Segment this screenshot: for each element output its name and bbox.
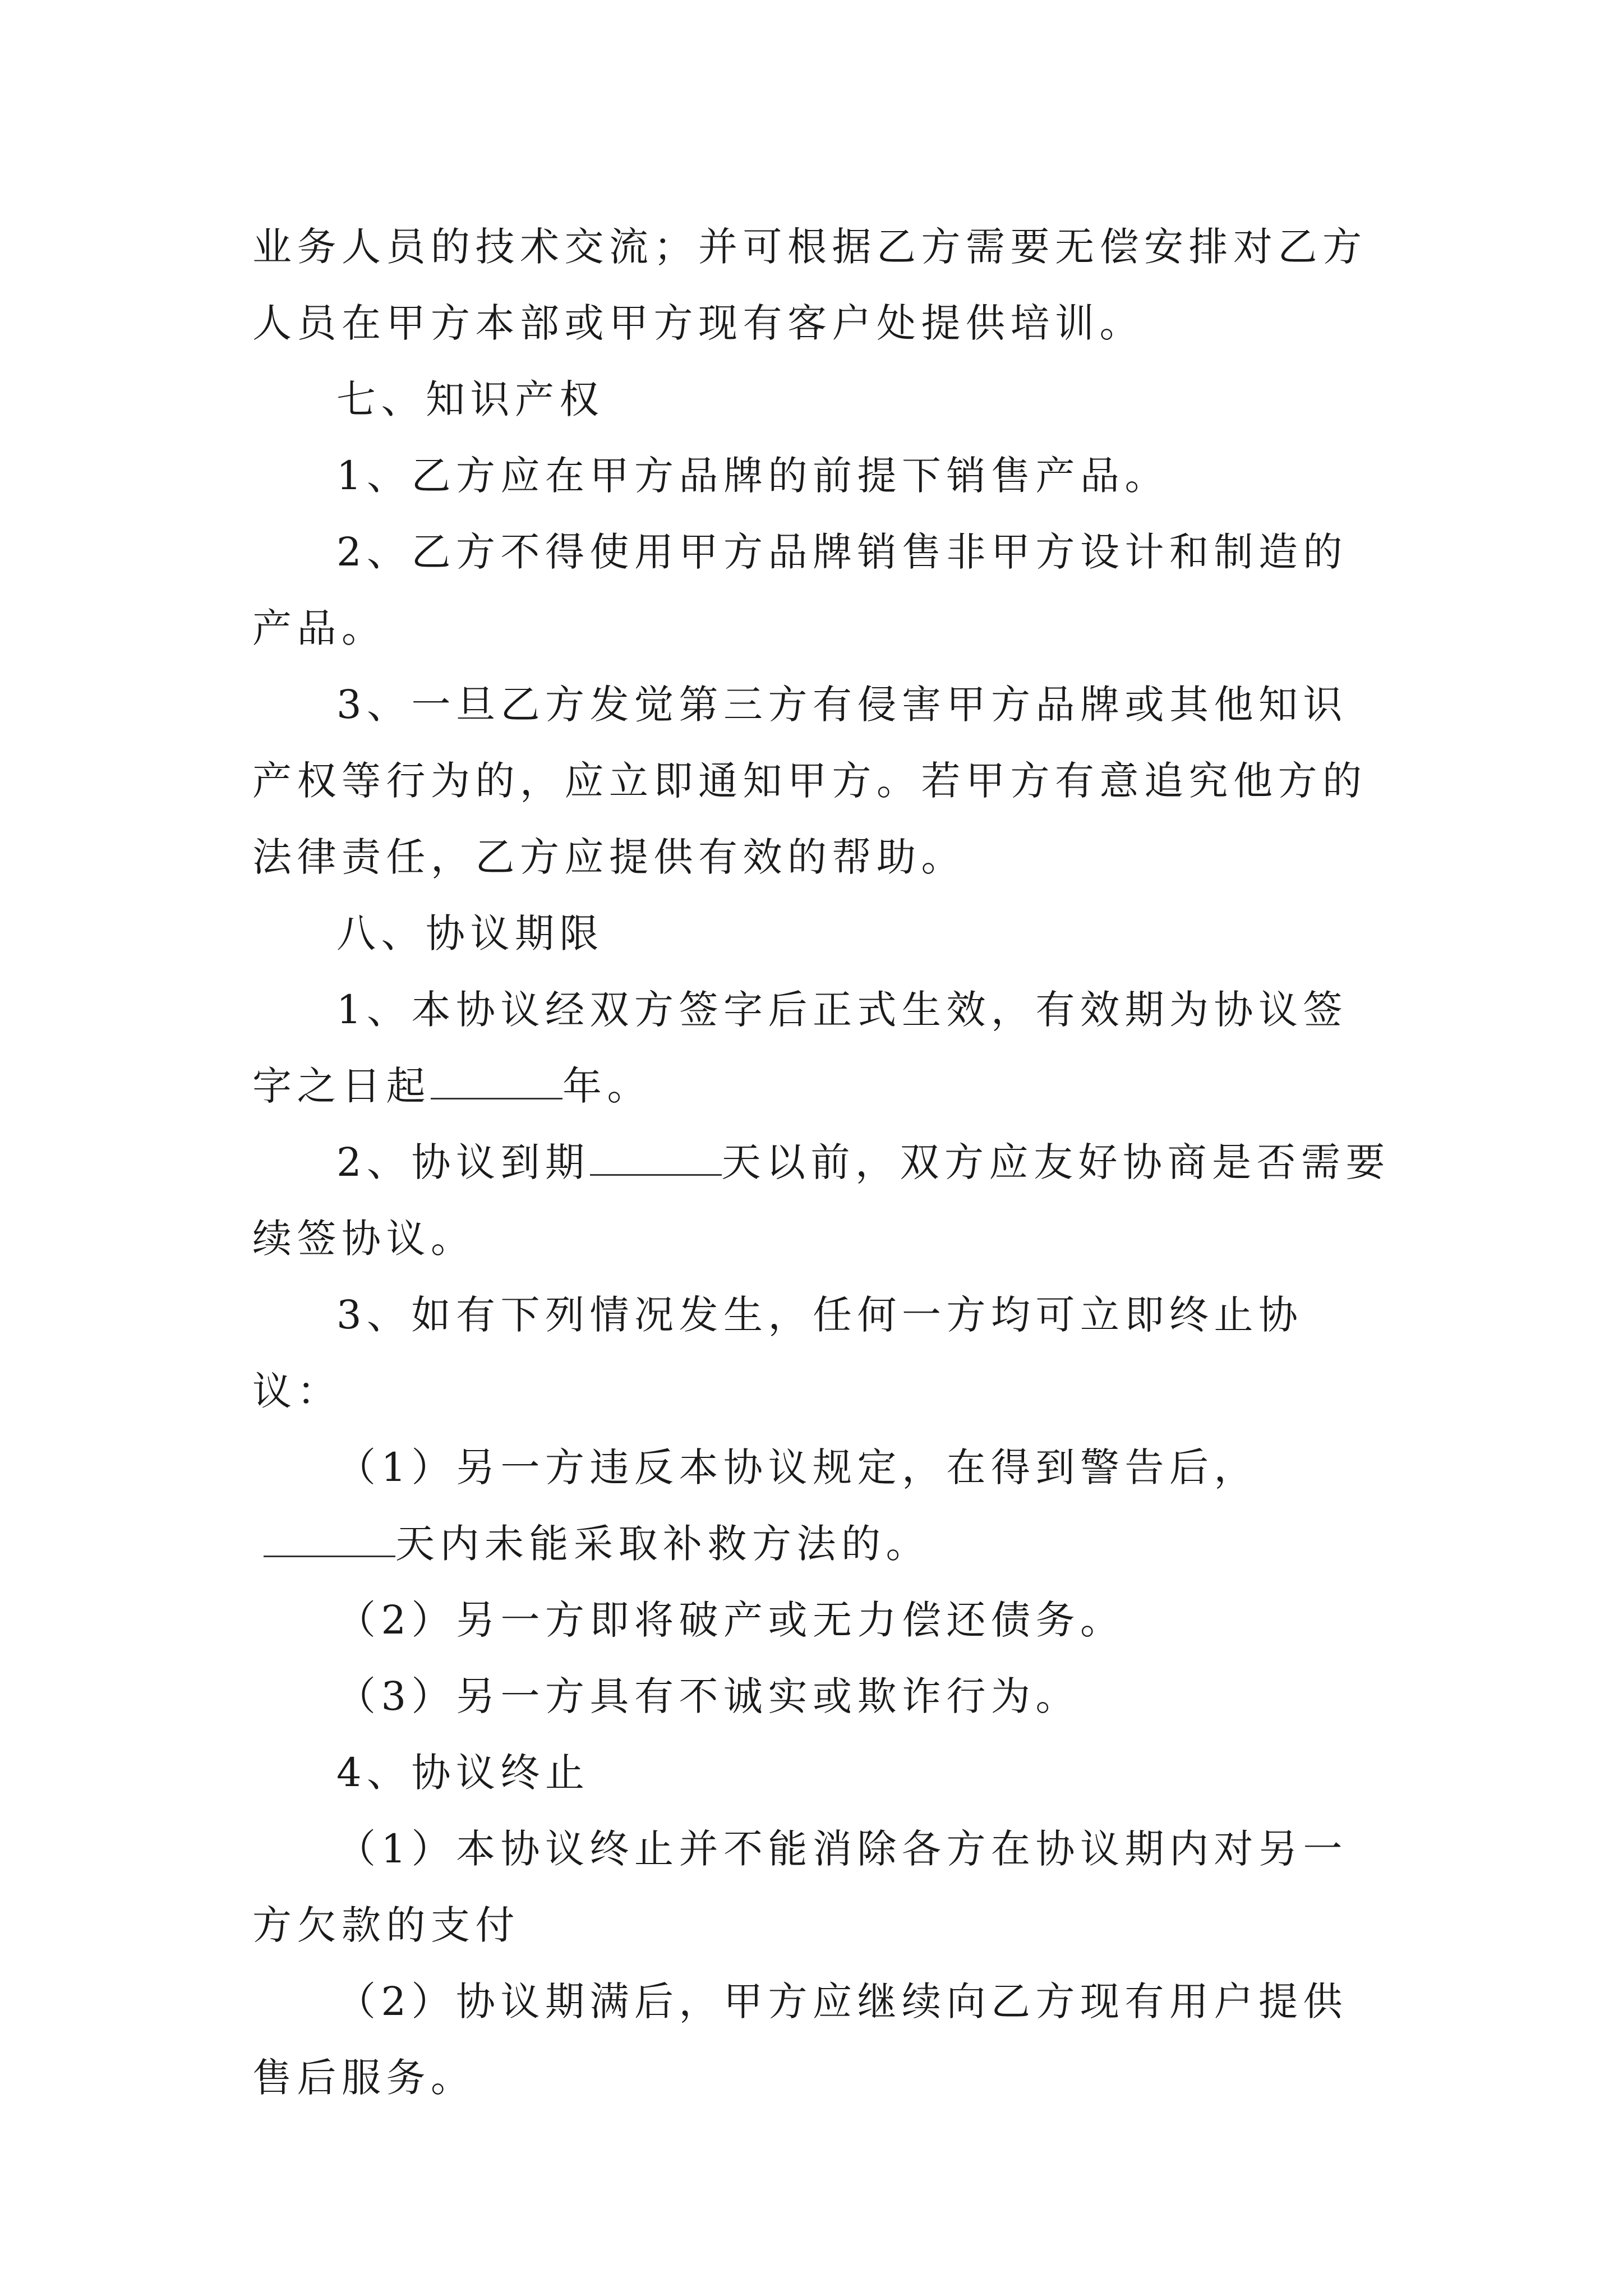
paragraph-training: 业务人员的技术交流；并可根据乙方需要无偿安排对乙方人员在甲方本部或甲方现有客户处提供培训。	[252, 224, 1367, 346]
clause-ip-3: 3、一旦乙方发觉第三方有侵害甲方品牌或其他知识产权等行为的，应立即通知甲方。若甲方有意追究他方的法律责任，乙方应提供有效的帮助。	[252, 682, 1367, 880]
section-heading-ip: 七、知识产权	[336, 376, 604, 422]
blank-days-remedy	[264, 1523, 395, 1557]
clause-term-3-item-3: （3）另一方具有不诚实或欺诈行为。	[336, 1673, 1081, 1719]
clause-term-2-suffix: 天以前，双方应友好协商是否需要续签协议。	[252, 1139, 1391, 1262]
clause-term-3-item-1-suffix: 天内未能采取补救方法的。	[395, 1521, 930, 1567]
clause-term-1-suffix: 年。	[562, 1063, 652, 1109]
clause-term-3-item-1-text: （1）另一方违反本协议规定，在得到警告后，	[336, 1444, 1259, 1490]
section-heading-term: 八、协议期限	[336, 910, 604, 956]
clause-term-3: 3、如有下列情况发生，任何一方均可立即终止协议：	[252, 1292, 1303, 1414]
clause-term-4-item-1: （1）本协议终止并不能消除各方在协议期内对另一方欠款的支付	[252, 1826, 1348, 1948]
blank-years	[431, 1065, 562, 1099]
clause-term-4: 4、协议终止	[336, 1750, 590, 1796]
clause-term-1-text: 1、本协议经双方签字后正式生效，有效期为协议签字之日起	[252, 987, 1348, 1109]
clause-term-3-item-2: （2）另一方即将破产或无力偿还债务。	[336, 1597, 1125, 1643]
document-body	[252, 209, 1391, 2116]
clause-ip-2: 2、乙方不得使用甲方品牌销售非甲方设计和制造的产品。	[252, 529, 1348, 651]
clause-term-1	[252, 972, 1391, 1124]
clause-term-2	[252, 1124, 1391, 1277]
clause-term-4-item-2: （2）协议期满后，甲方应继续向乙方现有用户提供售后服务。	[252, 1978, 1348, 2101]
clause-ip-1: 1、乙方应在甲方品牌的前提下销售产品。	[336, 453, 1170, 499]
clause-term-2-text: 2、协议到期	[336, 1139, 590, 1185]
clause-term-3-item-1	[252, 1429, 1391, 1582]
blank-days-renewal	[590, 1142, 722, 1176]
